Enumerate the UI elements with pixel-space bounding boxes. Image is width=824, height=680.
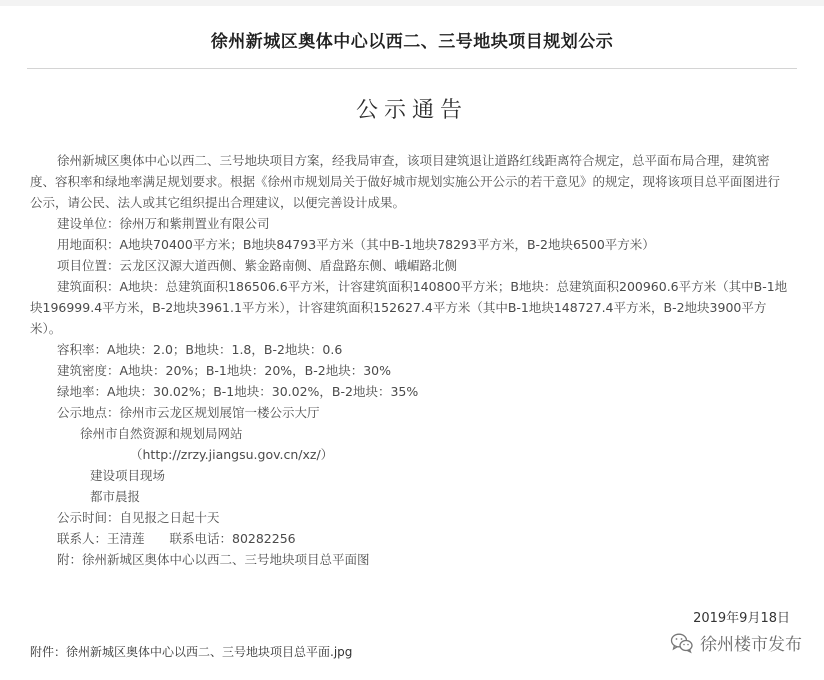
attachment-link[interactable]: 附件：徐州新城区奥体中心以西二、三号地块项目总平面.jpg: [30, 645, 353, 659]
place-line-2: 徐州市自然资源和规划局网站: [80, 426, 243, 441]
far-line: 容积率：A地块：2.0；B地块：1.8，B-2地块：0.6: [57, 342, 343, 357]
watermark: [670, 630, 802, 655]
place-line-4: 建设项目现场: [90, 468, 166, 483]
intro-paragraph: 徐州新城区奥体中心以西二、三号地块项目方案，经我局审查，该项目建筑退让道路红线距离符合规定，总平面布局合理，建筑密度、容积率和绿地率满足规划要求。根据《徐州市规划局关于做好城市规划实施公开公示的若干意见》的规定，现将该项目总平面图进行公示，请公民、法人或其它组织提出合理建议，以便完善设计成果。: [30, 153, 781, 210]
period-line: 公示时间：自见报之日起十天: [57, 510, 220, 525]
place-line-3[interactable]: （http://zrzy.jiangsu.gov.cn/xz/）: [130, 447, 334, 462]
developer-line: 建设单位：徐州万和紫荆置业有限公司: [57, 216, 270, 231]
notice-heading: 公示通告: [355, 98, 468, 123]
place-line-5: 都市晨报: [90, 489, 141, 504]
top-border: [0, 0, 824, 6]
notice-body: [30, 150, 790, 570]
building-area-paragraph: 建筑面积：A地块：总建筑面积186506.6平方米，计容建筑面积140800平方米；B地块：总建筑面积200960.6平方米（其中B-1地块196999.4平方米，B-2地块3961.1平方米），计容建筑面积152627.4平方米（其中B-1地块148727.4平方米，B-2地块3900平方米）。: [30, 279, 788, 336]
appendix-line: 附：徐州新城区奥体中心以西二、三号地块项目总平面图: [57, 552, 370, 567]
page-title: 徐州新城区奥体中心以西二、三号地块项目规划公示: [210, 32, 614, 52]
title-divider: [27, 68, 797, 69]
notice-date: 2019年9月18日: [693, 611, 790, 626]
place-line-1: 公示地点：徐州市云龙区规划展馆一楼公示大厅: [57, 405, 320, 420]
green-ratio-line: 绿地率：A地块：30.02%；B-1地块：30.02%，B-2地块：35%: [57, 384, 419, 399]
watermark-text: 徐州楼市发布: [700, 635, 802, 655]
density-line: 建筑密度：A地块：20%；B-1地块：20%，B-2地块：30%: [57, 363, 391, 378]
wechat-icon: [670, 632, 694, 654]
contact-line: 联系人：王清莲 联系电话：80282256: [57, 531, 296, 546]
land-area-line: 用地面积：A地块70400平方米；B地块84793平方米（其中B-1地块78293平方米，B-2地块6500平方米）: [57, 237, 655, 252]
location-line: 项目位置：云龙区汉源大道西侧、紫金路南侧、盾盘路东侧、峨嵋路北侧: [57, 258, 458, 273]
